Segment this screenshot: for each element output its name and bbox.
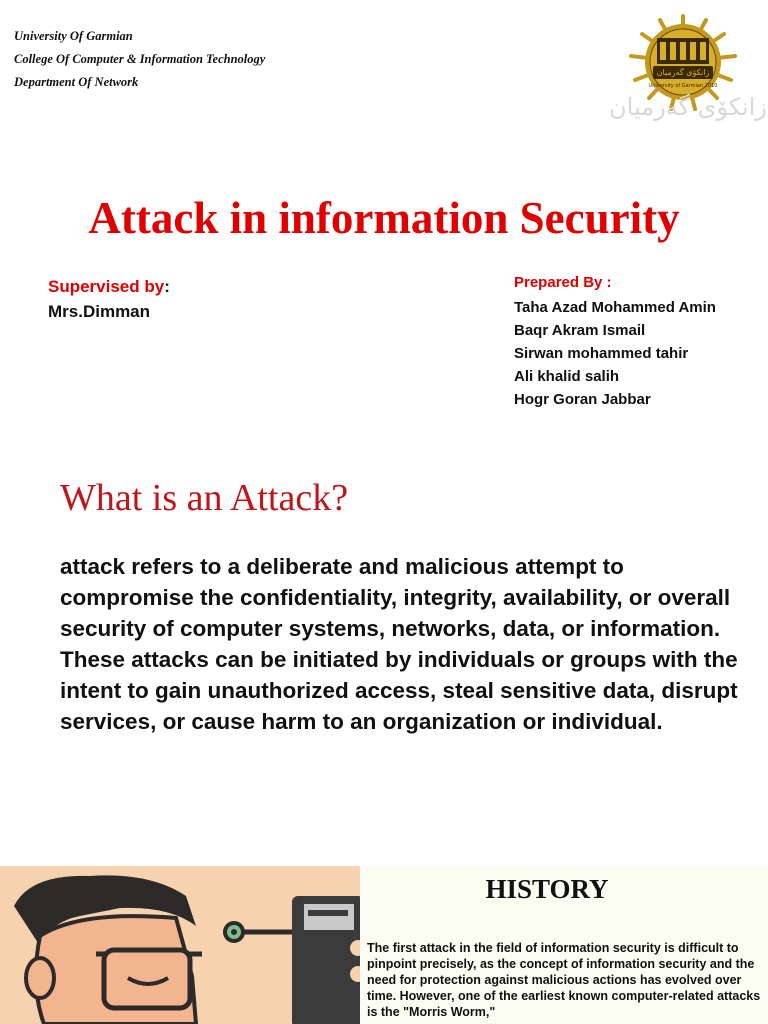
history-body: The first attack in the field of information security is difficult to pinpoint precisely, as the concept of information security and the need for protection against malicious actions has evolved over time. However, one of the earliest known computer-related attacks is the "Morris Worm," — [367, 941, 761, 1019]
page-title: Attack in information Security — [88, 193, 680, 243]
supervisor-name: Mrs.Dimman — [48, 302, 151, 321]
prepared-label: Prepared By : — [514, 274, 612, 291]
section-title: What is an Attack? — [60, 477, 349, 519]
university-name: University Of Garmian — [14, 29, 133, 43]
supervised-label — [48, 277, 170, 297]
prepared-name-item: Baqr Akram Ismail — [514, 322, 646, 339]
section-body: attack refers to a deliberate and malicious attempt to compromise the confidentiality, integrity, availability, or overall security of computer systems, networks, data, or information. These attacks can be initiated by individuals or groups with the intent to gain unauthorized access, steal sensitive data, disrupt services, or cause harm to an organization or individual. — [60, 554, 738, 734]
university-header — [14, 25, 265, 94]
glasses-lens — [104, 950, 190, 1008]
hacker-illustration — [0, 866, 360, 1024]
prepared-name-item: Ali khalid salih — [514, 368, 620, 385]
prepared-names-list — [514, 296, 716, 411]
department-name: Department Of Network — [14, 75, 139, 89]
logo-arabic-script: زانكۆی گەرمیان — [609, 93, 767, 121]
prepared-name-item: Taha Azad Mohammed Amin — [514, 299, 716, 316]
prepared-name-item: Hogr Goran Jabbar — [514, 391, 651, 408]
history-panel — [360, 866, 768, 1024]
prepared-name-item: Sirwan mohammed tahir — [514, 345, 689, 362]
supervised-colon: : — [164, 277, 170, 296]
history-title: HISTORY — [485, 874, 609, 904]
college-name: College Of Computer & Information Technology — [14, 52, 266, 66]
logo-emblem-text: زانكۆی گەرمیان — [656, 68, 710, 77]
supervised-label-text: Supervised by — [48, 277, 165, 296]
logo-emblem-subtext: University of Garmian 2010 — [648, 83, 718, 89]
